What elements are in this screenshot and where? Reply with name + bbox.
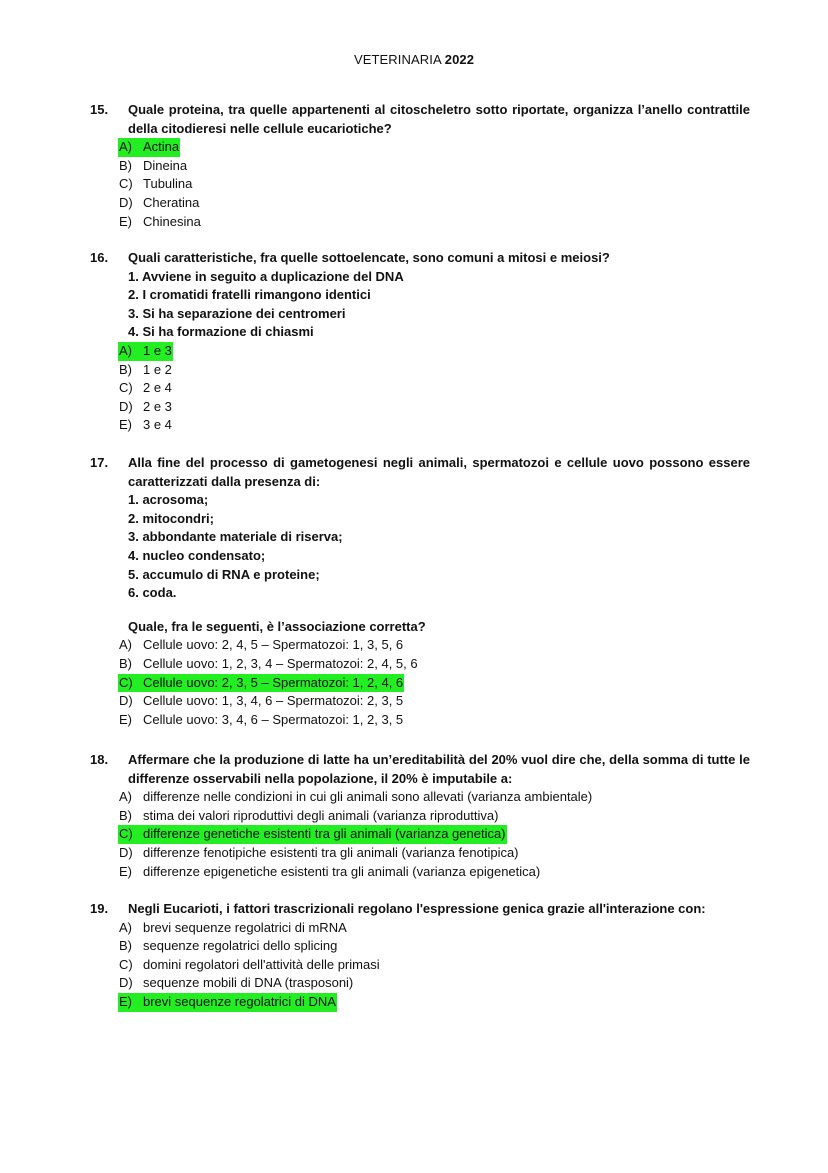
question-number: 17. xyxy=(90,455,109,470)
answer-option-body xyxy=(118,175,193,194)
answer-options xyxy=(118,919,750,1012)
answer-text: Dineina xyxy=(143,157,188,173)
answer-options xyxy=(118,342,750,435)
question-number: 18. xyxy=(90,752,109,767)
answer-option xyxy=(118,655,750,674)
question-text: Quale proteina, tra quelle appartenenti al citoscheletro sotto riportate, organizza l’anello contrattile della citodieresi nelle cellule eucariotiche? xyxy=(128,102,750,136)
subquestion-text: Quale, fra le seguenti, è l’associazione corretta? xyxy=(128,618,426,634)
statement-item: 3. Si ha separazione dei centromeri xyxy=(128,305,346,321)
statement-list xyxy=(128,491,750,603)
answer-text: Cellule uovo: 3, 4, 6 – Spermatozoi: 1, 2, 3, 5 xyxy=(143,711,404,727)
question-text: Negli Eucarioti, i fattori trascrizionali regolano l'espressione genica grazie all'interazione con: xyxy=(128,901,706,916)
answer-option xyxy=(118,157,750,176)
answer-option xyxy=(118,788,750,807)
answer-letter: E) xyxy=(119,417,132,433)
answer-option xyxy=(118,956,750,975)
answer-option-body xyxy=(118,692,404,711)
statement-item: 4. Si ha formazione di chiasmi xyxy=(128,324,314,340)
answer-option-body xyxy=(118,398,173,417)
answer-option-body xyxy=(118,937,338,956)
answer-option-body xyxy=(118,919,348,938)
answer-letter: A) xyxy=(119,139,132,155)
answer-option-body xyxy=(118,157,188,176)
answer-option xyxy=(118,636,750,655)
answer-option xyxy=(118,398,750,417)
answer-text: Chinesina xyxy=(143,213,201,229)
question-header xyxy=(90,101,750,138)
answer-letter: C) xyxy=(119,380,133,396)
page-header xyxy=(0,52,828,67)
answer-option-body xyxy=(118,863,541,882)
answer-text: sequenze mobili di DNA (trasposoni) xyxy=(143,975,354,991)
answer-letter: B) xyxy=(119,361,132,377)
answer-option-correct xyxy=(118,674,750,693)
answer-letter: E) xyxy=(119,711,132,727)
answer-text: Tubulina xyxy=(143,176,193,192)
answer-option-correct xyxy=(118,993,750,1012)
answer-text: Cheratina xyxy=(143,194,200,210)
answer-text: brevi sequenze regolatrici di mRNA xyxy=(143,919,347,935)
answer-option xyxy=(118,711,750,730)
answer-letter: B) xyxy=(119,807,132,823)
answer-option xyxy=(118,379,750,398)
answer-option-body xyxy=(118,674,404,693)
answer-letter: E) xyxy=(119,863,132,879)
answer-letter: D) xyxy=(119,975,133,991)
statement-item: 4. nucleo condensato; xyxy=(128,547,266,563)
answer-option-body xyxy=(118,711,404,730)
question-header xyxy=(90,454,750,491)
answer-option-body xyxy=(118,993,337,1012)
answer-option-body xyxy=(118,788,593,807)
answer-text: 2 e 4 xyxy=(143,380,172,396)
answer-letter: E) xyxy=(119,213,132,229)
answer-option-body xyxy=(118,825,507,844)
question-18 xyxy=(90,751,750,881)
header-year: 2022 xyxy=(444,52,475,67)
answer-option-body xyxy=(118,974,354,993)
answer-text: Cellule uovo: 1, 2, 3, 4 – Spermatozoi: 2, 4, 5, 6 xyxy=(143,655,418,671)
answer-text: 3 e 4 xyxy=(143,417,172,433)
answer-option-body xyxy=(118,342,173,361)
answer-letter: C) xyxy=(119,674,133,690)
answer-option xyxy=(118,974,750,993)
answer-letter: D) xyxy=(119,398,133,414)
answer-option xyxy=(118,807,750,826)
answer-option xyxy=(118,194,750,213)
question-header xyxy=(90,900,750,919)
statement-item: 5. accumulo di RNA e proteine; xyxy=(128,566,320,582)
answer-options xyxy=(118,636,750,729)
answer-option xyxy=(118,416,750,435)
answer-option xyxy=(118,863,750,882)
answer-letter: C) xyxy=(119,956,133,972)
answer-option-body xyxy=(118,379,173,398)
answer-option-body xyxy=(118,655,419,674)
answer-options xyxy=(118,138,750,231)
answer-option xyxy=(118,937,750,956)
answer-options xyxy=(118,788,750,881)
answer-text: Cellule uovo: 2, 4, 5 – Spermatozoi: 1, 3, 5, 6 xyxy=(143,637,404,653)
question-17 xyxy=(90,454,750,729)
answer-letter: B) xyxy=(119,655,132,671)
answer-letter: A) xyxy=(119,789,132,805)
answer-option xyxy=(118,692,750,711)
answer-option-body xyxy=(118,807,499,826)
answer-text: Cellule uovo: 1, 3, 4, 6 – Spermatozoi: 2, 3, 5 xyxy=(143,693,404,709)
statement-item: 2. I cromatidi fratelli rimangono identici xyxy=(128,287,371,303)
answer-text: differenze nelle condizioni in cui gli animali sono allevati (varianza ambientale) xyxy=(143,789,593,805)
answer-letter: C) xyxy=(119,176,133,192)
answer-option-body xyxy=(118,844,520,863)
question-number: 16. xyxy=(90,250,109,265)
answer-letter: E) xyxy=(119,993,132,1009)
answer-text: 1 e 2 xyxy=(143,361,172,377)
answer-letter: B) xyxy=(119,938,132,954)
answer-option-correct xyxy=(118,825,750,844)
answer-letter: A) xyxy=(119,637,132,653)
question-header xyxy=(90,249,750,268)
statement-item: 1. Avviene in seguito a duplicazione del DNA xyxy=(128,268,404,284)
answer-option-body xyxy=(118,636,404,655)
answer-letter: D) xyxy=(119,844,133,860)
answer-option-body xyxy=(118,194,200,213)
question-number: 19. xyxy=(90,901,109,916)
answer-option-body xyxy=(118,956,381,975)
header-title: VETERINARIA xyxy=(353,52,442,67)
question-text: Alla fine del processo di gametogenesi negli animali, spermatozoi e cellule uovo possono essere caratterizzati dalla presenza di: xyxy=(128,455,750,489)
answer-option xyxy=(118,844,750,863)
answer-text: sequenze regolatrici dello splicing xyxy=(143,938,338,954)
answer-option-body xyxy=(118,361,173,380)
answer-text: 1 e 3 xyxy=(143,342,172,358)
answer-text: brevi sequenze regolatrici di DNA xyxy=(143,993,336,1009)
statement-item: 2. mitocondri; xyxy=(128,510,214,526)
answer-letter: A) xyxy=(119,919,132,935)
answer-option-body xyxy=(118,213,202,232)
statement-list xyxy=(128,268,750,342)
answer-text: domini regolatori dell'attività delle primasi xyxy=(143,956,380,972)
statement-item: 3. abbondante materiale di riserva; xyxy=(128,529,343,545)
answer-text: differenze epigenetiche esistenti tra gli animali (varianza epigenetica) xyxy=(143,863,541,879)
answer-option-correct xyxy=(118,138,750,157)
question-header xyxy=(90,751,750,788)
question-number: 15. xyxy=(90,102,109,117)
answer-letter: B) xyxy=(119,157,132,173)
answer-text: differenze fenotipiche esistenti tra gli animali (varianza fenotipica) xyxy=(143,844,519,860)
answer-text: Cellule uovo: 2, 3, 5 – Spermatozoi: 1, 2, 4, 6 xyxy=(143,674,404,690)
question-15 xyxy=(90,101,750,231)
answer-text: 2 e 3 xyxy=(143,398,172,414)
answer-letter: D) xyxy=(119,194,133,210)
answer-option xyxy=(118,175,750,194)
statement-item: 6. coda. xyxy=(128,585,177,601)
answer-option-body xyxy=(118,138,180,157)
answer-option xyxy=(118,361,750,380)
answer-letter: D) xyxy=(119,693,133,709)
answer-text: stima dei valori riproduttivi degli animali (varianza riproduttiva) xyxy=(143,807,499,823)
answer-text: Actina xyxy=(143,139,180,155)
question-19 xyxy=(90,900,750,1012)
answer-letter: A) xyxy=(119,342,132,358)
answer-option-correct xyxy=(118,342,750,361)
answer-option xyxy=(118,213,750,232)
answer-letter: C) xyxy=(119,826,133,842)
answer-option xyxy=(118,919,750,938)
answer-text: differenze genetiche esistenti tra gli animali (varianza genetica) xyxy=(143,826,506,842)
question-text: Quali caratteristiche, fra quelle sottoelencate, sono comuni a mitosi e meiosi? xyxy=(128,250,610,265)
question-text: Affermare che la produzione di latte ha un’ereditabilità del 20% vuol dire che, della somma di tutte le differenze osservabili nella popolazione, il 20% è imputabile a: xyxy=(128,752,750,786)
statement-item: 1. acrosoma; xyxy=(128,492,209,508)
answer-option-body xyxy=(118,416,173,435)
question-16 xyxy=(90,249,750,435)
